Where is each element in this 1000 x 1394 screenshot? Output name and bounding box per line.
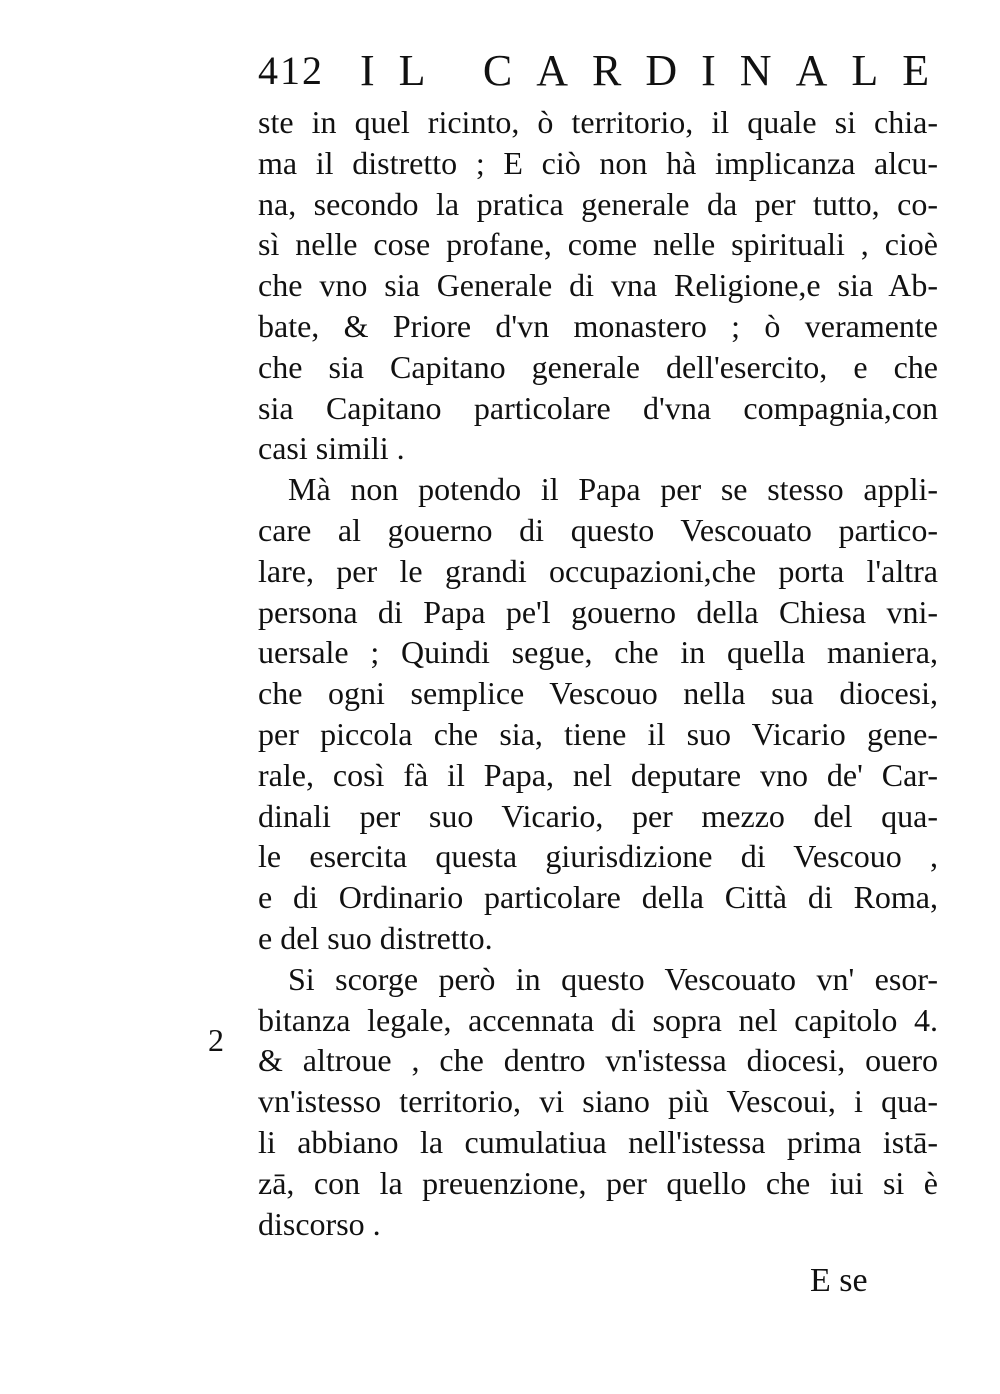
text-line: dinali per suo Vicario, per mezzo del qua- — [258, 797, 938, 834]
text-line: e del suo distretto. — [258, 919, 493, 956]
text-line: lare, per le grandi occupazioni,che porta l'altra — [258, 552, 938, 589]
margin-note-number: 2 — [208, 1022, 224, 1058]
text-line: rale, così fà il Papa, nel deputare vno de' Car- — [258, 756, 938, 793]
text-line: bitanza legale, accennata di sopra nel capitolo 4. — [258, 1001, 938, 1038]
text-line: sì nelle cose profane, come nelle spirituali , cioè — [258, 226, 938, 263]
text-line: che vno sia Generale di vna Religione,e sia Ab- — [258, 267, 938, 304]
text-line: ma il distretto ; E ciò non hà implicanza alcu- — [258, 144, 938, 181]
text-line: care al gouerno di questo Vescouato partico- — [258, 511, 938, 548]
text-line: per piccola che sia, tiene il suo Vicario gene- — [258, 715, 938, 752]
text-line: bate, & Priore d'vn monastero ; ò veramente — [258, 307, 938, 344]
text-line: che sia Capitano generale dell'esercito, e che — [258, 348, 938, 385]
text-line: che ogni semplice Vescouo nella sua diocesi, — [258, 675, 938, 712]
text-line: na, secondo la pratica generale da per tutto, co- — [258, 185, 938, 222]
paragraph-start-line: Si scorge però in questo Vescouato vn' esor- — [288, 960, 938, 997]
page-number: 412 — [258, 47, 324, 93]
paragraph-start-line: Mà non potendo il Papa per se stesso appli- — [288, 471, 938, 508]
running-head — [258, 40, 954, 100]
text-line: casi simili . — [258, 430, 405, 467]
text-line: & altroue , che dentro vn'istessa diocesi, ouero — [258, 1042, 938, 1079]
text-line: persona di Papa pe'l gouerno della Chiesa vni- — [258, 593, 938, 630]
text-line: vn'istesso territorio, vi siano più Vescoui, i qua- — [258, 1083, 938, 1120]
catchword: E se — [810, 1262, 868, 1299]
text-line: sia Capitano particolare d'vna compagnia,con — [258, 389, 938, 426]
text-line: uersale ; Quindi segue, che in quella maniera, — [258, 634, 938, 671]
text-line: le esercita questa giurisdizione di Vescouo , — [258, 838, 938, 875]
body-text — [258, 102, 938, 1244]
text-line: discorso . — [258, 1205, 381, 1242]
text-line: ste in quel ricinto, ò territorio, il quale si chia- — [258, 104, 938, 140]
text-line: li abbiano la cumulatiua nell'istessa prima istā- — [258, 1123, 938, 1160]
running-title: IL CARDINALE — [360, 45, 954, 95]
text-line: zā, con la preuenzione, per quello che iui si è — [258, 1164, 938, 1201]
text-line: e di Ordinario particolare della Città di Roma, — [258, 879, 938, 916]
